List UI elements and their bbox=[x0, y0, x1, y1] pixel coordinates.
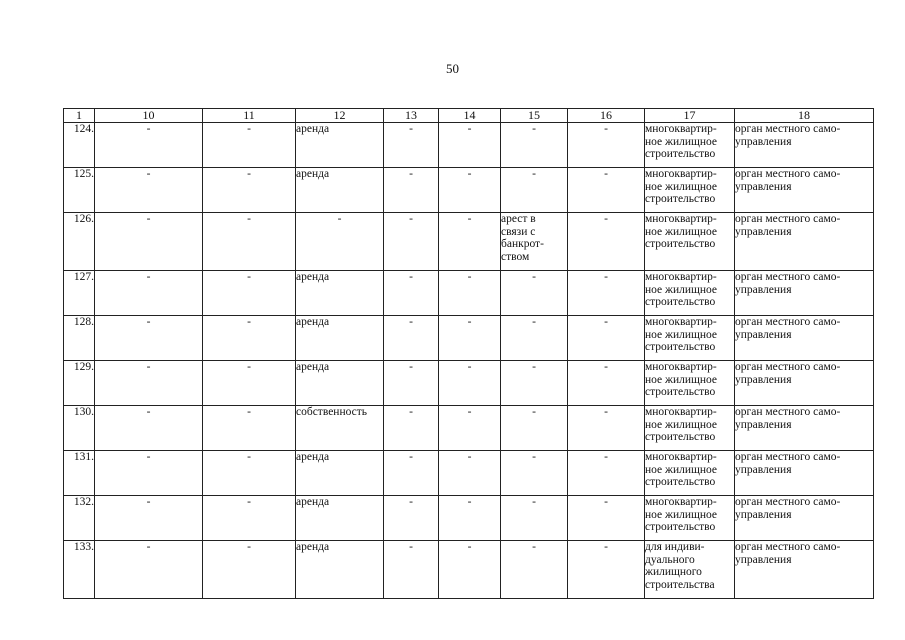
cell-line: управления bbox=[735, 225, 792, 238]
cell-10: - bbox=[95, 361, 203, 406]
cell-line: управления bbox=[735, 553, 792, 566]
cell-16: - bbox=[568, 213, 645, 271]
cell-line: управления bbox=[735, 283, 792, 296]
page-number: 50 bbox=[446, 61, 459, 76]
cell-16: - bbox=[568, 271, 645, 316]
data-table bbox=[63, 108, 874, 599]
cell-18 bbox=[735, 541, 874, 599]
cell-13: - bbox=[384, 168, 439, 213]
cell-15: - bbox=[501, 316, 568, 361]
cell-line: управления bbox=[735, 508, 792, 521]
cell-line: орган местного само- bbox=[735, 541, 841, 553]
cell-line: орган местного само- bbox=[735, 271, 841, 283]
cell-line: управления bbox=[735, 180, 792, 193]
row-number: 131. bbox=[64, 451, 95, 496]
cell-line: орган местного само- bbox=[735, 406, 841, 418]
cell-13: - bbox=[384, 123, 439, 168]
cell-line: управления bbox=[735, 463, 792, 476]
header-row bbox=[64, 109, 874, 123]
cell-12: аренда bbox=[296, 361, 384, 406]
row-number: 126. bbox=[64, 213, 95, 271]
column-header: 13 bbox=[384, 109, 439, 123]
cell-11: - bbox=[203, 451, 296, 496]
table-row bbox=[64, 496, 874, 541]
cell-11: - bbox=[203, 541, 296, 599]
cell-11: - bbox=[203, 496, 296, 541]
column-header: 15 bbox=[501, 109, 568, 123]
cell-17 bbox=[645, 541, 735, 599]
cell-11: - bbox=[203, 271, 296, 316]
cell-15: - bbox=[501, 451, 568, 496]
cell-16: - bbox=[568, 541, 645, 599]
cell-10: - bbox=[95, 168, 203, 213]
cell-line: ное жилищное bbox=[645, 225, 718, 238]
cell-17 bbox=[645, 496, 735, 541]
column-header: 10 bbox=[95, 109, 203, 123]
table-row bbox=[64, 316, 874, 361]
cell-11: - bbox=[203, 213, 296, 271]
cell-line: управления bbox=[735, 418, 792, 431]
cell-18 bbox=[735, 496, 874, 541]
cell-16: - bbox=[568, 496, 645, 541]
table-row bbox=[64, 213, 874, 271]
cell-line: строительство bbox=[645, 521, 716, 533]
cell-line: многоквартир- bbox=[645, 316, 717, 328]
cell-14: - bbox=[439, 406, 501, 451]
cell-14: - bbox=[439, 361, 501, 406]
cell-12: аренда bbox=[296, 123, 384, 168]
cell-line: арест в bbox=[501, 213, 536, 225]
cell-15: - bbox=[501, 496, 568, 541]
cell-17 bbox=[645, 213, 735, 271]
cell-line: орган местного само- bbox=[735, 361, 841, 373]
cell-13: - bbox=[384, 316, 439, 361]
cell-15: - bbox=[501, 406, 568, 451]
cell-16: - bbox=[568, 316, 645, 361]
column-header: 11 bbox=[203, 109, 296, 123]
cell-11: - bbox=[203, 123, 296, 168]
cell-15: - bbox=[501, 361, 568, 406]
table-row bbox=[64, 123, 874, 168]
cell-18 bbox=[735, 168, 874, 213]
cell-15: - bbox=[501, 541, 568, 599]
cell-10: - bbox=[95, 406, 203, 451]
cell-line: строительство bbox=[645, 193, 716, 205]
cell-10: - bbox=[95, 123, 203, 168]
table-row bbox=[64, 168, 874, 213]
cell-line: строительство bbox=[645, 296, 716, 308]
table-row bbox=[64, 451, 874, 496]
cell-line: многоквартир- bbox=[645, 361, 717, 373]
cell-line: многоквартир- bbox=[645, 168, 717, 180]
row-number: 124. bbox=[64, 123, 95, 168]
cell-13: - bbox=[384, 541, 439, 599]
cell-17 bbox=[645, 451, 735, 496]
row-number: 130. bbox=[64, 406, 95, 451]
cell-17 bbox=[645, 406, 735, 451]
table-body bbox=[64, 123, 874, 599]
cell-line: орган местного само- bbox=[735, 213, 841, 225]
row-number: 125. bbox=[64, 168, 95, 213]
cell-line: орган местного само- bbox=[735, 496, 841, 508]
cell-16: - bbox=[568, 406, 645, 451]
table-row bbox=[64, 406, 874, 451]
cell-15: - bbox=[501, 271, 568, 316]
table-row bbox=[64, 541, 874, 599]
cell-14: - bbox=[439, 168, 501, 213]
cell-line: ное жилищное bbox=[645, 180, 718, 193]
cell-12: аренда bbox=[296, 496, 384, 541]
cell-12: аренда bbox=[296, 451, 384, 496]
cell-line: многоквартир- bbox=[645, 496, 717, 508]
cell-16: - bbox=[568, 361, 645, 406]
cell-12: аренда bbox=[296, 316, 384, 361]
cell-13: - bbox=[384, 213, 439, 271]
cell-line: управления bbox=[735, 328, 792, 341]
cell-line: ное жилищное bbox=[645, 463, 718, 476]
cell-line: управления bbox=[735, 135, 792, 148]
cell-14: - bbox=[439, 451, 501, 496]
cell-16: - bbox=[568, 123, 645, 168]
cell-12: аренда bbox=[296, 271, 384, 316]
cell-line: ное жилищное bbox=[645, 135, 718, 148]
cell-17 bbox=[645, 316, 735, 361]
cell-13: - bbox=[384, 406, 439, 451]
cell-line: орган местного само- bbox=[735, 316, 841, 328]
row-number: 133. bbox=[64, 541, 95, 599]
cell-17 bbox=[645, 168, 735, 213]
cell-11: - bbox=[203, 316, 296, 361]
cell-line: дуального bbox=[645, 553, 695, 566]
cell-line: ное жилищное bbox=[645, 508, 718, 521]
cell-line: орган местного само- bbox=[735, 168, 841, 180]
cell-18 bbox=[735, 271, 874, 316]
cell-line: многоквартир- bbox=[645, 406, 717, 418]
cell-17 bbox=[645, 361, 735, 406]
cell-line: ное жилищное bbox=[645, 328, 718, 341]
cell-14: - bbox=[439, 496, 501, 541]
cell-line: строительство bbox=[645, 341, 716, 353]
cell-16: - bbox=[568, 168, 645, 213]
cell-line: строительство bbox=[645, 238, 716, 250]
cell-14: - bbox=[439, 316, 501, 361]
cell-10: - bbox=[95, 451, 203, 496]
cell-line: управления bbox=[735, 373, 792, 386]
column-header: 12 bbox=[296, 109, 384, 123]
column-header: 16 bbox=[568, 109, 645, 123]
table-row bbox=[64, 271, 874, 316]
cell-line: банкрот- bbox=[501, 238, 544, 250]
cell-14: - bbox=[439, 123, 501, 168]
row-number: 127. bbox=[64, 271, 95, 316]
cell-10: - bbox=[95, 496, 203, 541]
cell-14: - bbox=[439, 213, 501, 271]
cell-10: - bbox=[95, 316, 203, 361]
row-number: 129. bbox=[64, 361, 95, 406]
cell-13: - bbox=[384, 496, 439, 541]
column-header: 1 bbox=[64, 109, 95, 123]
column-header: 18 bbox=[735, 109, 874, 123]
cell-line: жилищного bbox=[645, 566, 702, 578]
cell-line: строительство bbox=[645, 476, 716, 488]
cell-line: ное жилищное bbox=[645, 418, 718, 431]
cell-line: строительство bbox=[645, 431, 716, 443]
cell-line: строительство bbox=[645, 148, 716, 160]
cell-line: ное жилищное bbox=[645, 373, 718, 386]
cell-12: аренда bbox=[296, 541, 384, 599]
column-header: 17 bbox=[645, 109, 735, 123]
cell-line: связи с bbox=[501, 225, 536, 238]
cell-18 bbox=[735, 123, 874, 168]
cell-14: - bbox=[439, 541, 501, 599]
cell-13: - bbox=[384, 271, 439, 316]
cell-18 bbox=[735, 213, 874, 271]
cell-line: ством bbox=[501, 250, 530, 263]
cell-17 bbox=[645, 271, 735, 316]
cell-line: многоквартир- bbox=[645, 123, 717, 135]
cell-18 bbox=[735, 361, 874, 406]
row-number: 132. bbox=[64, 496, 95, 541]
cell-13: - bbox=[384, 451, 439, 496]
cell-17 bbox=[645, 123, 735, 168]
cell-line: многоквартир- bbox=[645, 451, 717, 463]
row-number: 128. bbox=[64, 316, 95, 361]
cell-12: - bbox=[296, 213, 384, 271]
cell-line: строительство bbox=[645, 386, 716, 398]
cell-18 bbox=[735, 316, 874, 361]
cell-10: - bbox=[95, 271, 203, 316]
cell-15 bbox=[501, 213, 568, 271]
cell-line: многоквартир- bbox=[645, 213, 717, 225]
cell-13: - bbox=[384, 361, 439, 406]
cell-11: - bbox=[203, 168, 296, 213]
cell-11: - bbox=[203, 406, 296, 451]
cell-18 bbox=[735, 451, 874, 496]
cell-line: орган местного само- bbox=[735, 123, 841, 135]
cell-14: - bbox=[439, 271, 501, 316]
cell-12: аренда bbox=[296, 168, 384, 213]
cell-16: - bbox=[568, 451, 645, 496]
cell-11: - bbox=[203, 361, 296, 406]
cell-line: многоквартир- bbox=[645, 271, 717, 283]
cell-line: орган местного само- bbox=[735, 451, 841, 463]
column-header: 14 bbox=[439, 109, 501, 123]
cell-18 bbox=[735, 406, 874, 451]
cell-10: - bbox=[95, 213, 203, 271]
cell-10: - bbox=[95, 541, 203, 599]
cell-15: - bbox=[501, 168, 568, 213]
cell-line: ное жилищное bbox=[645, 283, 718, 296]
cell-12: собственность bbox=[296, 406, 384, 451]
table-row bbox=[64, 361, 874, 406]
cell-line: для индиви- bbox=[645, 541, 705, 553]
cell-15: - bbox=[501, 123, 568, 168]
cell-line: строительства bbox=[645, 578, 715, 591]
